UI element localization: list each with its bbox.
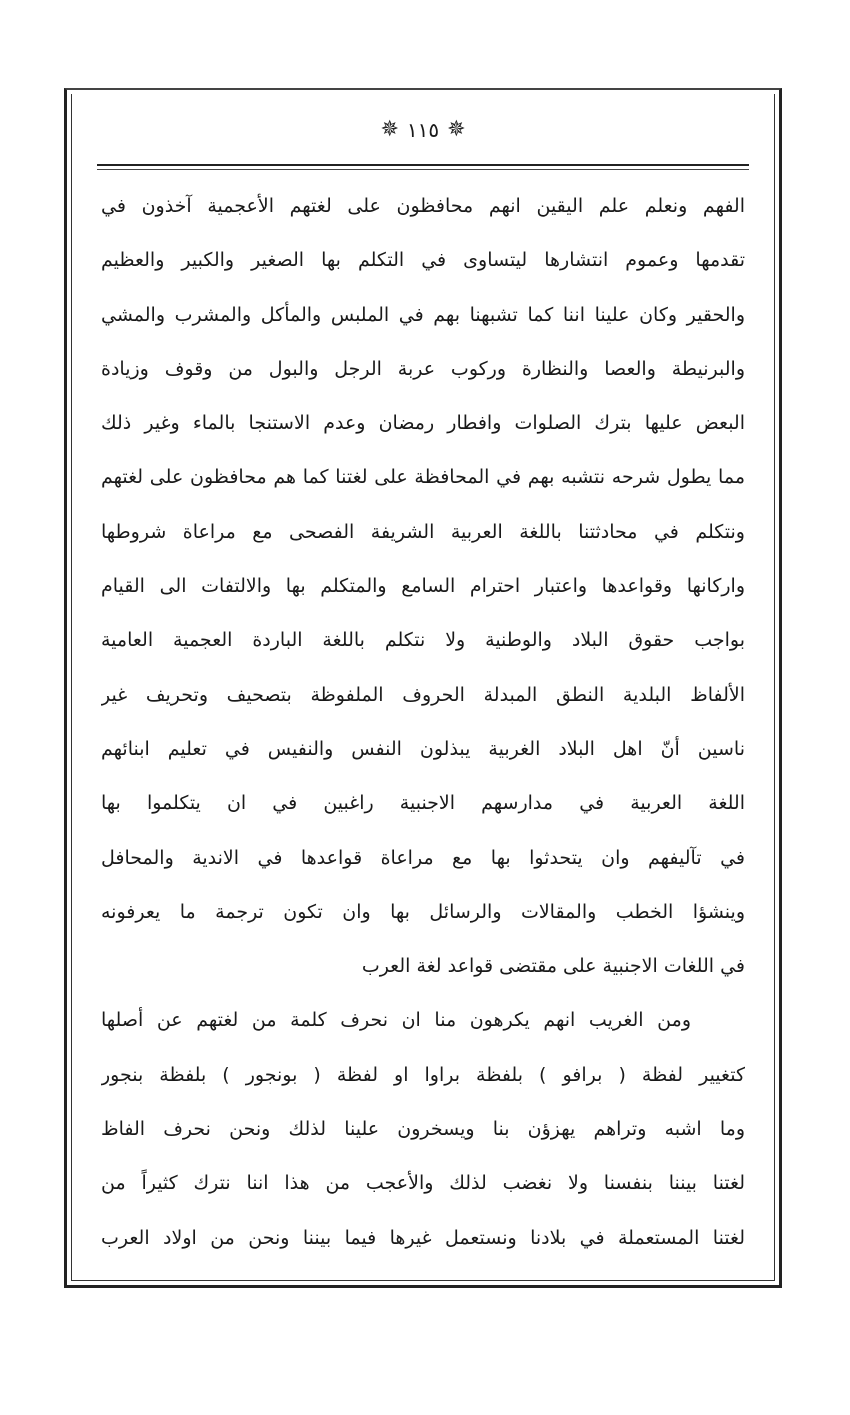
header-rule <box>97 164 749 166</box>
text-line: ناسين أنّ اهل البلاد الغربية يبذلون النفس والنفيس في تعليم ابنائهم <box>101 737 745 760</box>
text-line: واركانها وقواعدها واعتبار احترام السامع والمتكلم بها والالتفات الى القيام <box>101 575 745 598</box>
ornament-left-icon: ✵ <box>380 117 399 142</box>
page-number: ١١٥ <box>406 118 440 142</box>
text-line: وما اشبه وتراهم يهزؤن بنا ويسخرون علينا لذلك ونحن نحرف الفاظ <box>101 1118 745 1141</box>
text-line: بواجب حقوق البلاد والوطنية ولا نتكلم باللغة الباردة العجمية العامية <box>101 629 745 652</box>
text-line: في تآليفهم وان يتحدثوا بها مع مراعاة قواعدها في الاندية والمحافل <box>101 846 745 869</box>
page-number-group <box>380 118 465 142</box>
text-line: وينشؤا الخطب والمقالات والرسائل بها وان تكون ترجمة ما يعرفونه <box>101 900 745 923</box>
text-line: اللغة العربية في مدارسهم الاجنبية راغبين في ان يتكلموا بها <box>101 792 745 815</box>
page-header <box>67 118 779 152</box>
text-line: والحقير وكان علينا اننا كما تشبهنا بهم في الملبس والمأكل والمشرب والمشي <box>101 303 745 326</box>
text-line: تقدمها وعموم انتشارها ليتساوى في التكلم بها الصغير والكبير والعظيم <box>101 249 745 272</box>
page-border-frame <box>64 88 782 1288</box>
paragraph-start-line: ومن الغريب انهم يكرهون منا ان نحرف كلمة من لغتهم عن أصلها <box>101 1009 691 1032</box>
ornament-right-icon: ✵ <box>447 117 466 142</box>
text-line: لغتنا المستعملة في بلادنا ونستعمل غيرها فيما بيننا ونحن من اولاد العرب <box>101 1226 745 1249</box>
text-line: مما يطول شرحه نتشبه بهم في المحافظة على لغتنا كما هم محافظون على لغتهم <box>101 466 745 489</box>
text-line: لغتنا بيننا بنفسنا ولا نغضب لذلك والأعجب من هذا اننا نترك كثيراً من <box>101 1172 745 1195</box>
text-line: كتغيير لفظة ( برافو ) بلفظة براوا او لفظة ( بونجور ) بلفظة بنجور <box>101 1063 745 1086</box>
body-text <box>101 186 745 1272</box>
text-line: البعض عليها بترك الصلوات وافطار رمضان وعدم الاستنجا بالماء وغير ذلك <box>101 412 745 435</box>
text-line: والبرنيطة والعصا والنظارة وركوب عربة الرجل والبول من وقوف وزيادة <box>101 357 745 380</box>
text-line: ونتكلم في محادثتنا باللغة العربية الشريفة الفصحى مع مراعاة شروطها <box>101 520 745 543</box>
text-line: الفهم ونعلم علم اليقين انهم محافظون على لغتهم الأعجمية آخذون في <box>101 195 745 217</box>
text-line: الألفاظ البلدية النطق المبدلة الحروف الملفوظة بتصحيف وتحريف غير <box>101 683 745 706</box>
paragraph-end-line: في اللغات الاجنبية على مقتضى قواعد لغة العرب <box>361 955 745 978</box>
